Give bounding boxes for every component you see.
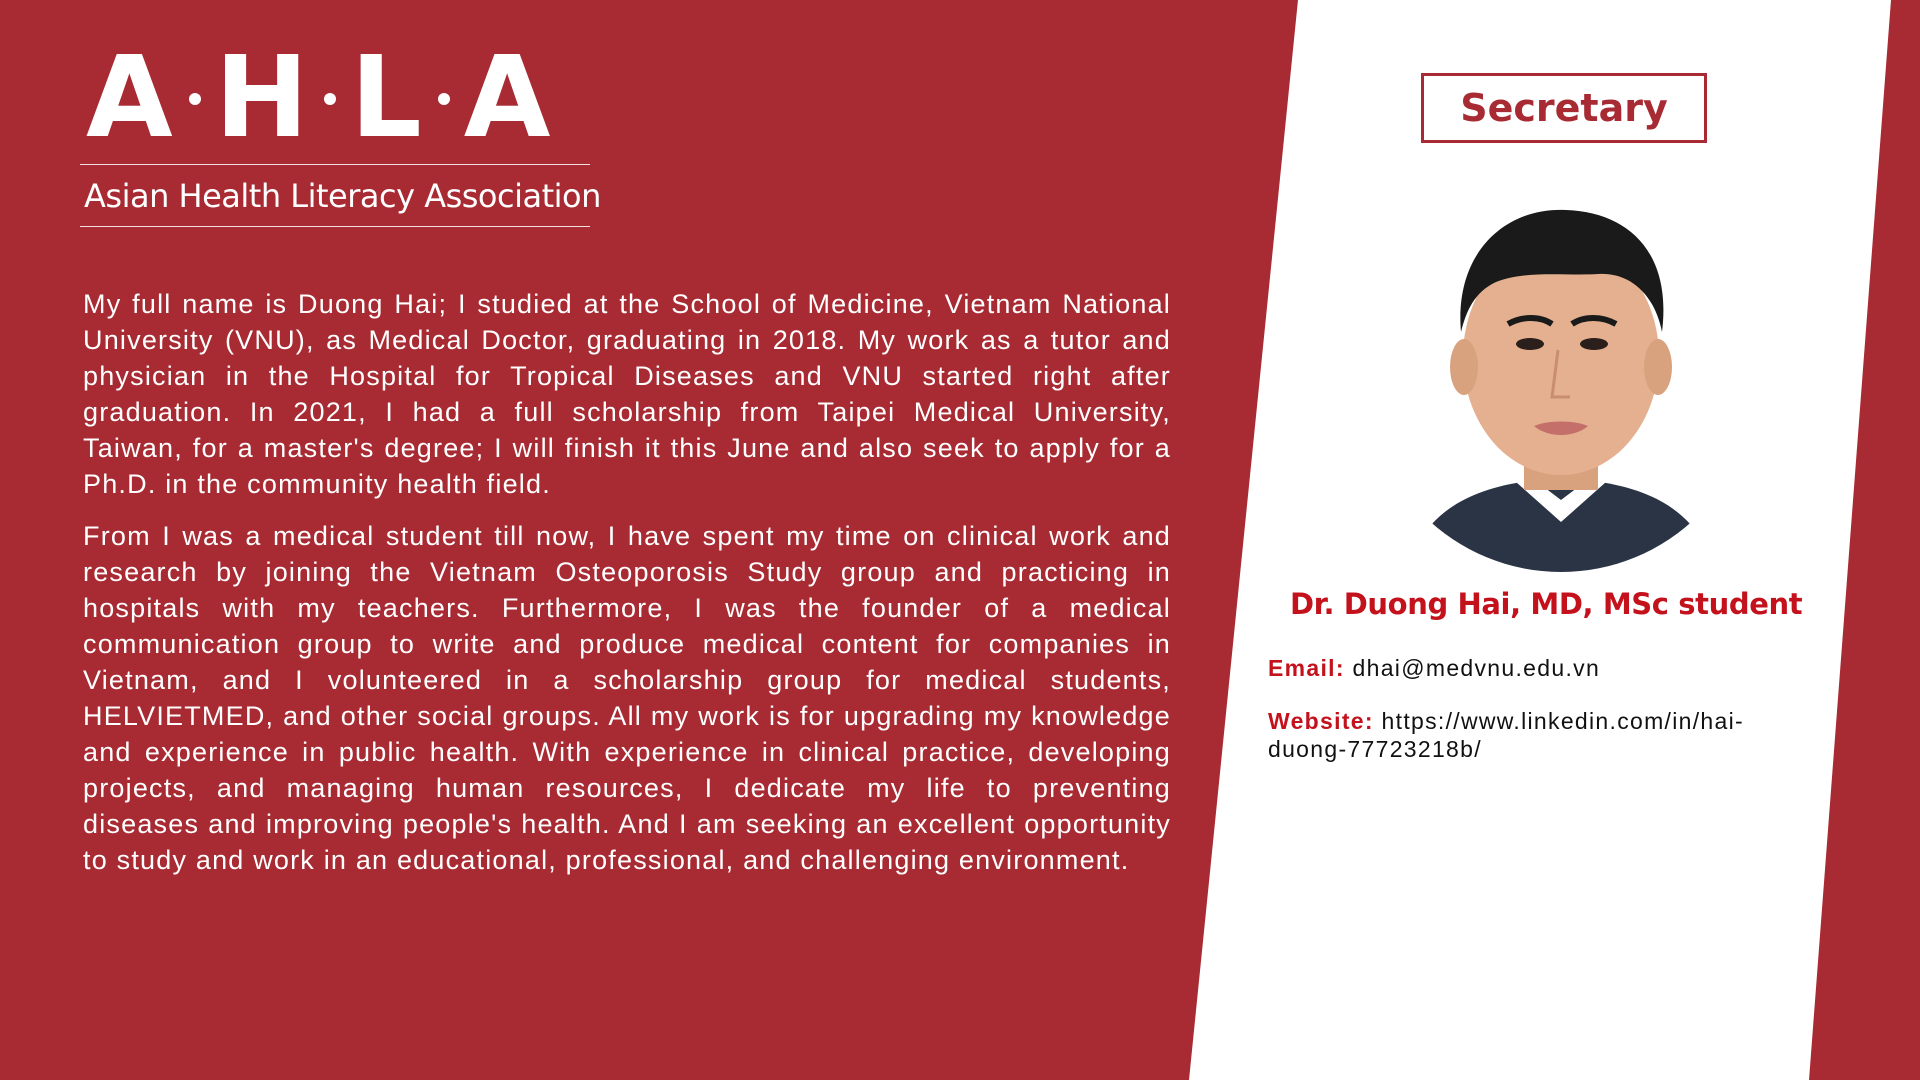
person-name: Dr. Duong Hai, MD, MSc student [1290, 587, 1803, 621]
logo-dot-icon [324, 93, 336, 105]
email-label: Email: [1268, 655, 1345, 681]
website-link[interactable]: https://www.linkedin.com/in/hai-duong-77723218b/ [1268, 708, 1744, 762]
logo-mark [86, 33, 590, 163]
logo-letter: L [350, 33, 424, 163]
logo-letter: A [86, 33, 175, 163]
email-value[interactable]: dhai@medvnu.edu.vn [1352, 655, 1601, 681]
ahla-logo [80, 33, 601, 227]
logo-letter: A [463, 33, 553, 163]
logo-dot-icon [438, 93, 450, 105]
association-name: Asian Health Literacy Association [84, 177, 601, 215]
logo-divider [80, 226, 590, 227]
website-line [1268, 707, 1808, 763]
biography [83, 286, 1171, 894]
logo-letter: H [214, 33, 311, 163]
portrait-icon [1366, 182, 1756, 572]
email-line [1268, 654, 1808, 682]
logo-dot-icon [189, 93, 201, 105]
role-badge: Secretary [1421, 73, 1707, 143]
website-label: Website: [1268, 708, 1374, 734]
bio-paragraph: My full name is Duong Hai; I studied at the School of Medicine, Vietnam National University (VNU), as Medical Doctor, graduating in 2018. My work as a tutor and physician in the Hospital for Tropical Diseases and VNU started right after graduation. In 2021, I had a full scholarship from Taipei Medical University, Taiwan, for a master's degree; I will finish it this June and also seek to apply for a Ph.D. in the community health field. [83, 289, 1171, 499]
bio-paragraph: From I was a medical student till now, I have spent my time on clinical work and research by joining the Vietnam Osteoporosis Study group and practicing in hospitals with my teachers. Furthermore, I was the founder of a medical communication group to write and produce medical content for companies in Vietnam, and I volunteered in a scholarship group for medical students, HELVIETMED, and other social groups. All my work is for upgrading my knowledge and experience in public health. With experience in clinical practice, developing projects, and managing human resources, I dedicate my life to preventing diseases and improving people's health. And I am seeking an excellent opportunity to study and work in an educational, professional, and challenging environment. [83, 521, 1171, 875]
profile-photo [1366, 182, 1756, 572]
